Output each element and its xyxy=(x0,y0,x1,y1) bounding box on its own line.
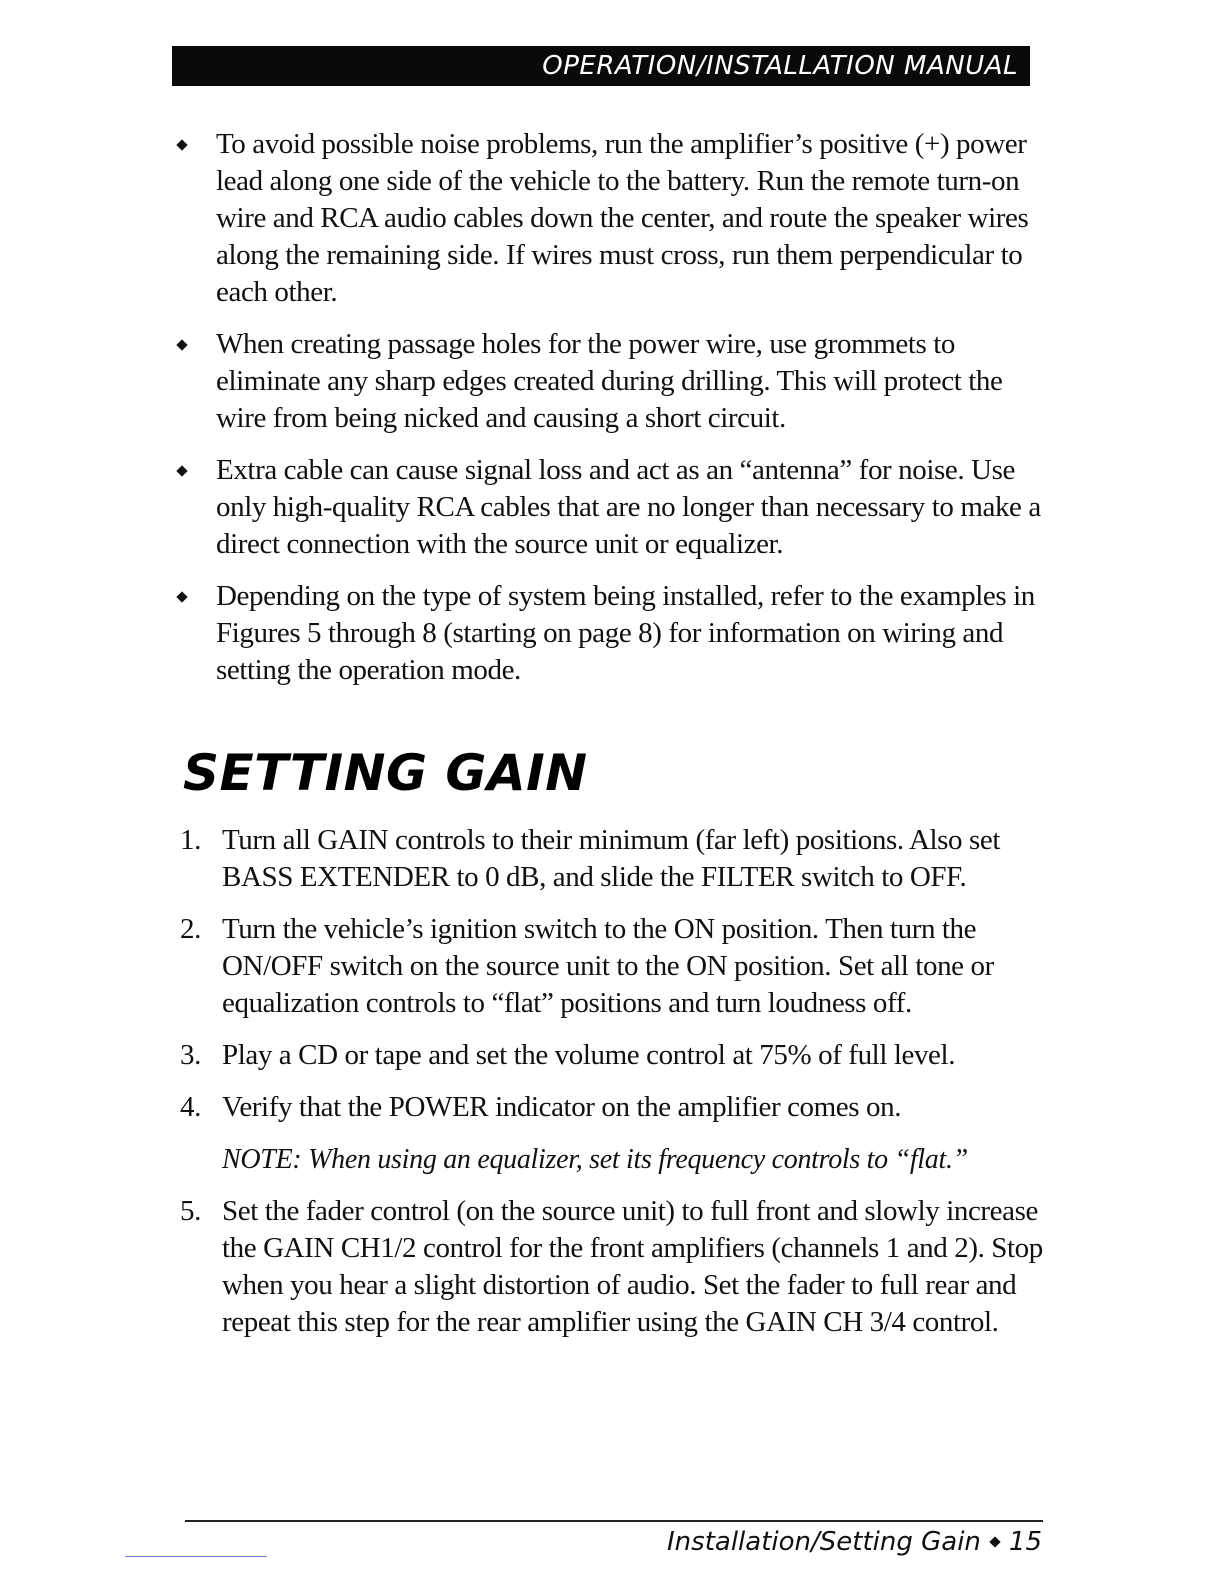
list-item-text: Depending on the type of system being installed, refer to the examples in Figures 5 through 8 (starting on page 8) for information on wiring and setting the operation mode. xyxy=(216,580,1035,686)
step-number: 2. xyxy=(180,913,201,945)
step-number: 4. xyxy=(180,1091,201,1123)
scan-artifact-line xyxy=(125,1556,267,1557)
setting-gain-steps xyxy=(180,822,1050,1356)
header-bar xyxy=(172,46,1030,86)
step-text: Set the fader control (on the source unit) to full front and slowly increase the GAIN CH1/2 control for the front amplifiers (channels 1 and 2). Stop when you hear a slight distortion of audio. Set the fader to full rear and repeat this step for the rear amplifier using the GAIN CH 3/4 control. xyxy=(222,1195,1043,1338)
step-item xyxy=(180,1089,1050,1126)
step-number: 1. xyxy=(180,824,201,856)
section-heading: SETTING GAIN xyxy=(183,744,588,802)
step-text: Turn all GAIN controls to their minimum (far left) positions. Also set BASS EXTENDER to 0 dB, and slide the FILTER switch to OFF. xyxy=(222,824,1001,893)
step-text: Turn the vehicle’s ignition switch to the ON position. Then turn the ON/OFF switch on the source unit to the ON position. Set all tone or equalization controls to “flat” positions and turn loudness off. xyxy=(222,913,994,1019)
page-footer xyxy=(667,1522,1042,1562)
equalizer-note: NOTE: When using an equalizer, set its frequency controls to “flat.” xyxy=(222,1144,968,1175)
step-number: 3. xyxy=(180,1039,201,1071)
list-item xyxy=(172,452,1042,563)
diamond-bullet-icon xyxy=(176,465,187,476)
step-item xyxy=(180,911,1050,1022)
list-item-text: To avoid possible noise problems, run the amplifier’s positive (+) power lead along one side of the vehicle to the battery. Run the remote turn-on wire and RCA audio cables down the center, and route the speaker wires along the remaining side. If wires must cross, run them perpendicular to each other. xyxy=(216,128,1029,308)
step-item xyxy=(180,1037,1050,1074)
list-item xyxy=(172,578,1042,689)
diamond-bullet-icon xyxy=(176,139,187,150)
step-item xyxy=(180,1193,1050,1341)
step-text: Play a CD or tape and set the volume control at 75% of full level. xyxy=(222,1039,956,1071)
step-text: Verify that the POWER indicator on the amplifier comes on. xyxy=(222,1091,902,1123)
diamond-bullet-icon xyxy=(176,339,187,350)
list-item xyxy=(172,326,1042,437)
list-item-text: Extra cable can cause signal loss and act as an “antenna” for noise. Use only high-quality RCA cables that are no longer than necessary to make a direct connection with the source unit or equalizer. xyxy=(216,454,1041,560)
page-number: 15 xyxy=(1008,1527,1042,1557)
footer-section-label: Installation/Setting Gain xyxy=(667,1527,981,1557)
step-item xyxy=(180,822,1050,896)
list-item xyxy=(172,126,1042,311)
manual-title: OPERATION/INSTALLATION MANUAL xyxy=(542,51,1018,81)
diamond-separator-icon xyxy=(989,1536,1000,1547)
diamond-bullet-icon xyxy=(176,591,187,602)
step-number: 5. xyxy=(180,1195,201,1227)
installation-tips-list xyxy=(172,126,1042,704)
list-item-text: When creating passage holes for the power wire, use grommets to eliminate any sharp edges created during drilling. This will protect the wire from being nicked and causing a short circuit. xyxy=(216,328,1003,434)
